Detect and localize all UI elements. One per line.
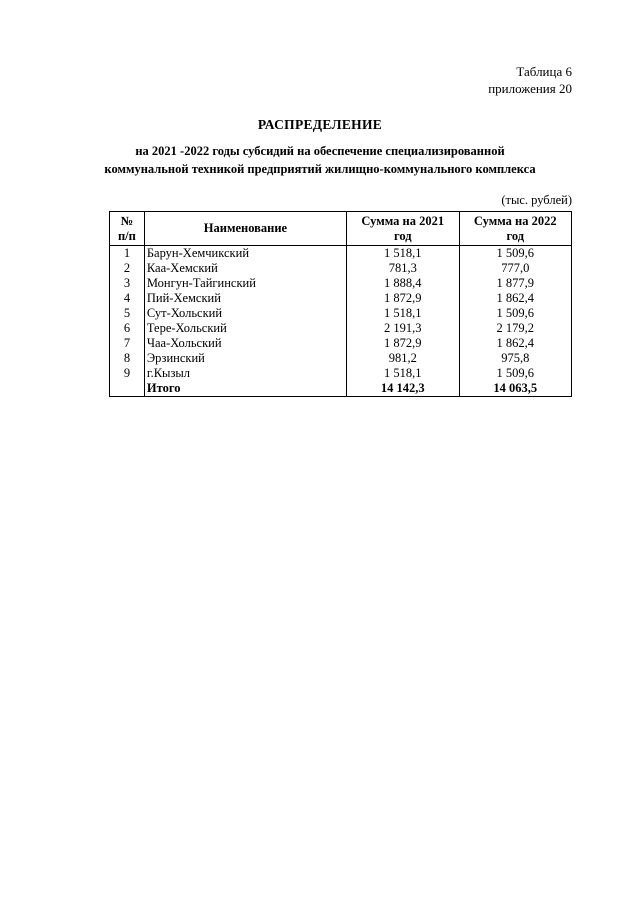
row-2021: 1 872,9: [347, 291, 459, 306]
row-number: 9: [110, 366, 145, 381]
row-number: 5: [110, 306, 145, 321]
table-reference: [488, 63, 572, 97]
header-number: [110, 212, 145, 246]
subheading-line-1: на 2021 -2022 годы субсидий на обеспечение специализированной: [135, 144, 505, 158]
header-name: Наименование: [144, 212, 346, 246]
subheading-line-2: коммунальной техникой предприятий жилищно-коммунального комплекса: [104, 162, 536, 176]
table-row: [110, 366, 572, 381]
row-name: Барун-Хемчикский: [144, 246, 346, 262]
row-2021: 1 888,4: [347, 276, 459, 291]
table-row: [110, 291, 572, 306]
table-header-row: [110, 212, 572, 246]
table-body: [110, 246, 572, 397]
row-2022: 1 509,6: [459, 246, 572, 262]
header-2021-line-2: год: [393, 228, 412, 243]
row-2022: 1 877,9: [459, 276, 572, 291]
document-subheading: [0, 142, 640, 178]
table-row: [110, 246, 572, 262]
table-row: [110, 276, 572, 291]
document-heading: РАСПРЕДЕЛЕНИЕ: [257, 117, 383, 132]
row-2021: 1 518,1: [347, 366, 459, 381]
row-name: Пий-Хемский: [144, 291, 346, 306]
total-number: [110, 381, 145, 397]
row-number: 3: [110, 276, 145, 291]
row-number: 1: [110, 246, 145, 262]
table-row: [110, 336, 572, 351]
row-2022: 1 862,4: [459, 291, 572, 306]
row-number: 8: [110, 351, 145, 366]
table-row: [110, 261, 572, 276]
row-2021: 1 518,1: [347, 306, 459, 321]
row-2022: 1 862,4: [459, 336, 572, 351]
row-2022: 777,0: [459, 261, 572, 276]
header-2022-line-2: год: [506, 228, 525, 243]
table-row: [110, 351, 572, 366]
row-name: Тере-Хольский: [144, 321, 346, 336]
row-name: г.Кызыл: [144, 366, 346, 381]
table-total-row: [110, 381, 572, 397]
table-row: [110, 306, 572, 321]
total-label: Итого: [144, 381, 346, 397]
row-number: 6: [110, 321, 145, 336]
row-name: Чаа-Хольский: [144, 336, 346, 351]
row-2022: 975,8: [459, 351, 572, 366]
row-number: 2: [110, 261, 145, 276]
row-name: Эрзинский: [144, 351, 346, 366]
total-2022: 14 063,5: [459, 381, 572, 397]
header-number-line-1: №: [120, 213, 134, 228]
header-2021: [347, 212, 459, 246]
row-2021: 2 191,3: [347, 321, 459, 336]
table-number: Таблица 6: [516, 64, 572, 79]
row-2022: 1 509,6: [459, 366, 572, 381]
row-name: Каа-Хемский: [144, 261, 346, 276]
header-2022: [459, 212, 572, 246]
row-number: 7: [110, 336, 145, 351]
row-2022: 2 179,2: [459, 321, 572, 336]
header-2022-line-1: Сумма на 2022: [473, 213, 557, 228]
table-row: [110, 321, 572, 336]
row-name: Монгун-Тайгинский: [144, 276, 346, 291]
row-2021: 1 518,1: [347, 246, 459, 262]
row-2021: 981,2: [347, 351, 459, 366]
row-2021: 1 872,9: [347, 336, 459, 351]
distribution-table: [109, 211, 572, 397]
units-label: (тыс. рублей): [501, 193, 572, 207]
row-number: 4: [110, 291, 145, 306]
row-name: Сут-Хольский: [144, 306, 346, 321]
row-2021: 781,3: [347, 261, 459, 276]
total-2021: 14 142,3: [347, 381, 459, 397]
appendix-reference: приложения 20: [488, 81, 572, 96]
header-2021-line-1: Сумма на 2021: [361, 213, 445, 228]
row-2022: 1 509,6: [459, 306, 572, 321]
header-number-line-2: п/п: [117, 228, 136, 243]
